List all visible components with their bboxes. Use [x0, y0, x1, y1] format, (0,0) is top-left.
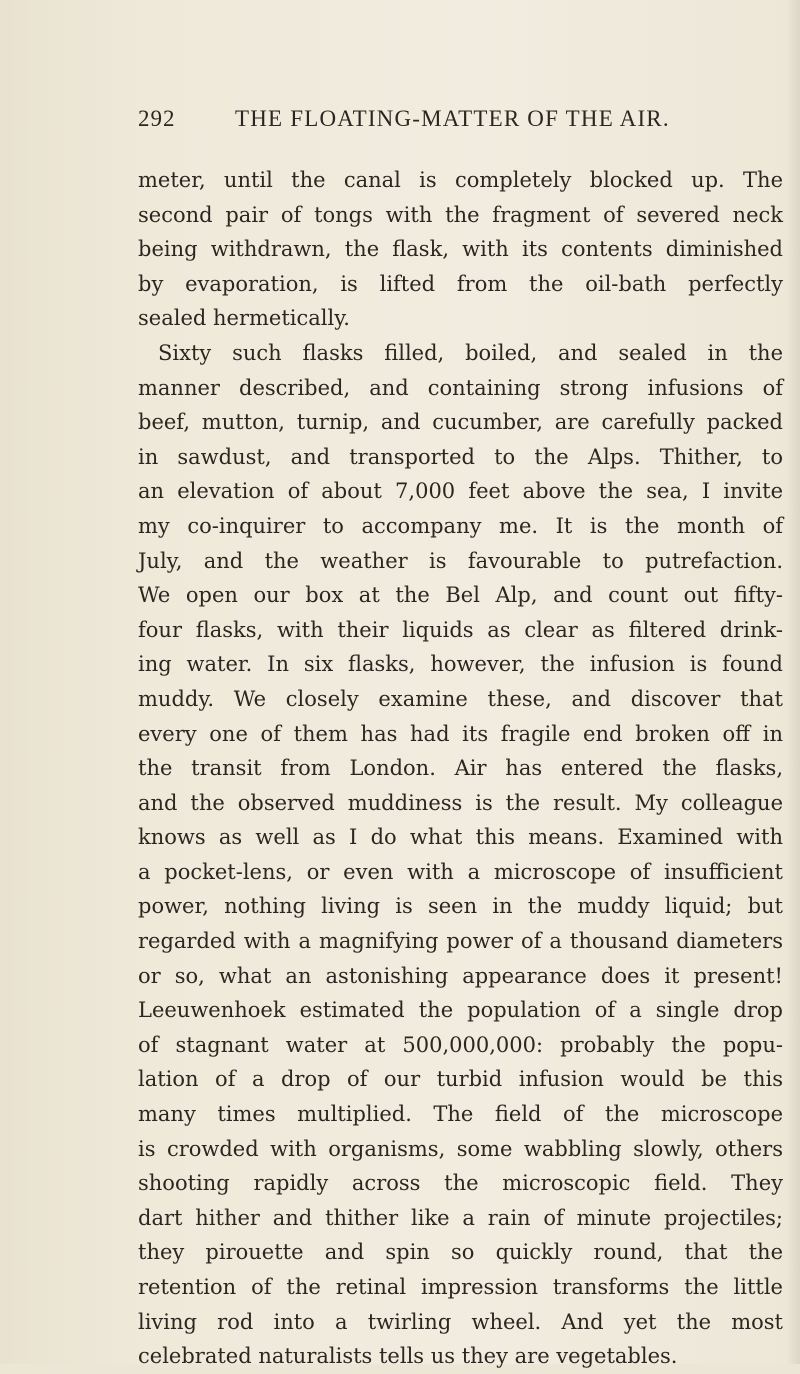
text-line: Leeuwenhoek estimated the population of a single drop: [138, 998, 783, 1023]
text-line: regarded with a magnifying power of a thousand diameters: [138, 929, 783, 954]
text-line: second pair of tongs with the fragment of severed neck: [138, 202, 783, 227]
text-line: of stagnant water at 500,000,000: probably the popu-: [138, 1032, 783, 1057]
text-line: by evaporation, is lifted from the oil-bath perfectly: [138, 271, 783, 296]
page-edge-shadow: [786, 0, 800, 1364]
body-text: [138, 163, 783, 1369]
text-line: they pirouette and spin so quickly round, that the: [138, 1240, 783, 1265]
page-number: 292: [138, 106, 176, 131]
text-line: is crowded with organisms, some wabbling slowly, others: [138, 1136, 783, 1161]
text-line: dart hither and thither like a rain of minute projectiles;: [138, 1205, 783, 1230]
text-line: knows as well as I do what this means. Examined with: [138, 825, 783, 850]
text-line: beef, mutton, turnip, and cucumber, are carefully packed: [138, 410, 783, 435]
text-line: my co-inquirer to accompany me. It is the month of: [138, 513, 783, 538]
text-line: every one of them has had its fragile end broken off in: [138, 721, 783, 746]
text-line: celebrated naturalists tells us they are vegetables.: [138, 1344, 678, 1369]
text-line: Sixty such flasks filled, boiled, and sealed in the: [158, 340, 783, 365]
text-line: muddy. We closely examine these, and discover that: [138, 686, 783, 711]
text-line: sealed hermetically.: [138, 306, 350, 331]
text-line: shooting rapidly across the microscopic field. They: [138, 1171, 783, 1196]
text-line: retention of the retinal impression transforms the little: [138, 1275, 783, 1299]
text-line: power, nothing living is seen in the muddy liquid; but: [138, 894, 783, 919]
text-line: We open our box at the Bel Alp, and count out fifty-: [138, 583, 783, 608]
text-line: or so, what an astonishing appearance does it present!: [138, 963, 783, 988]
text-line: manner described, and containing strong infusions of: [138, 375, 783, 400]
text-line: ing water. In six flasks, however, the infusion is found: [138, 652, 783, 677]
text-line: meter, until the canal is completely blocked up. The: [138, 168, 783, 192]
text-line: being withdrawn, the flask, with its contents diminished: [138, 237, 783, 262]
text-line: an elevation of about 7,000 feet above the sea, I invite: [138, 479, 783, 504]
text-line: and the observed muddiness is the result. My colleague: [138, 790, 783, 815]
text-line: four flasks, with their liquids as clear as filtered drink-: [138, 617, 783, 642]
running-head: [138, 106, 738, 138]
text-line: in sawdust, and transported to the Alps. Thither, to: [138, 444, 783, 469]
text-line: living rod into a twirling wheel. And yet the most: [138, 1309, 783, 1334]
running-title: THE FLOATING-MATTER OF THE AIR.: [235, 106, 670, 131]
text-line: lation of a drop of our turbid infusion would be this: [138, 1067, 783, 1092]
text-line: the transit from London. Air has entered the flasks,: [138, 756, 783, 781]
text-line: July, and the weather is favourable to putrefaction.: [138, 548, 783, 573]
text-line: a pocket-lens, or even with a microscope of insufficient: [138, 859, 783, 884]
text-line: many times multiplied. The field of the microscope: [138, 1102, 783, 1127]
